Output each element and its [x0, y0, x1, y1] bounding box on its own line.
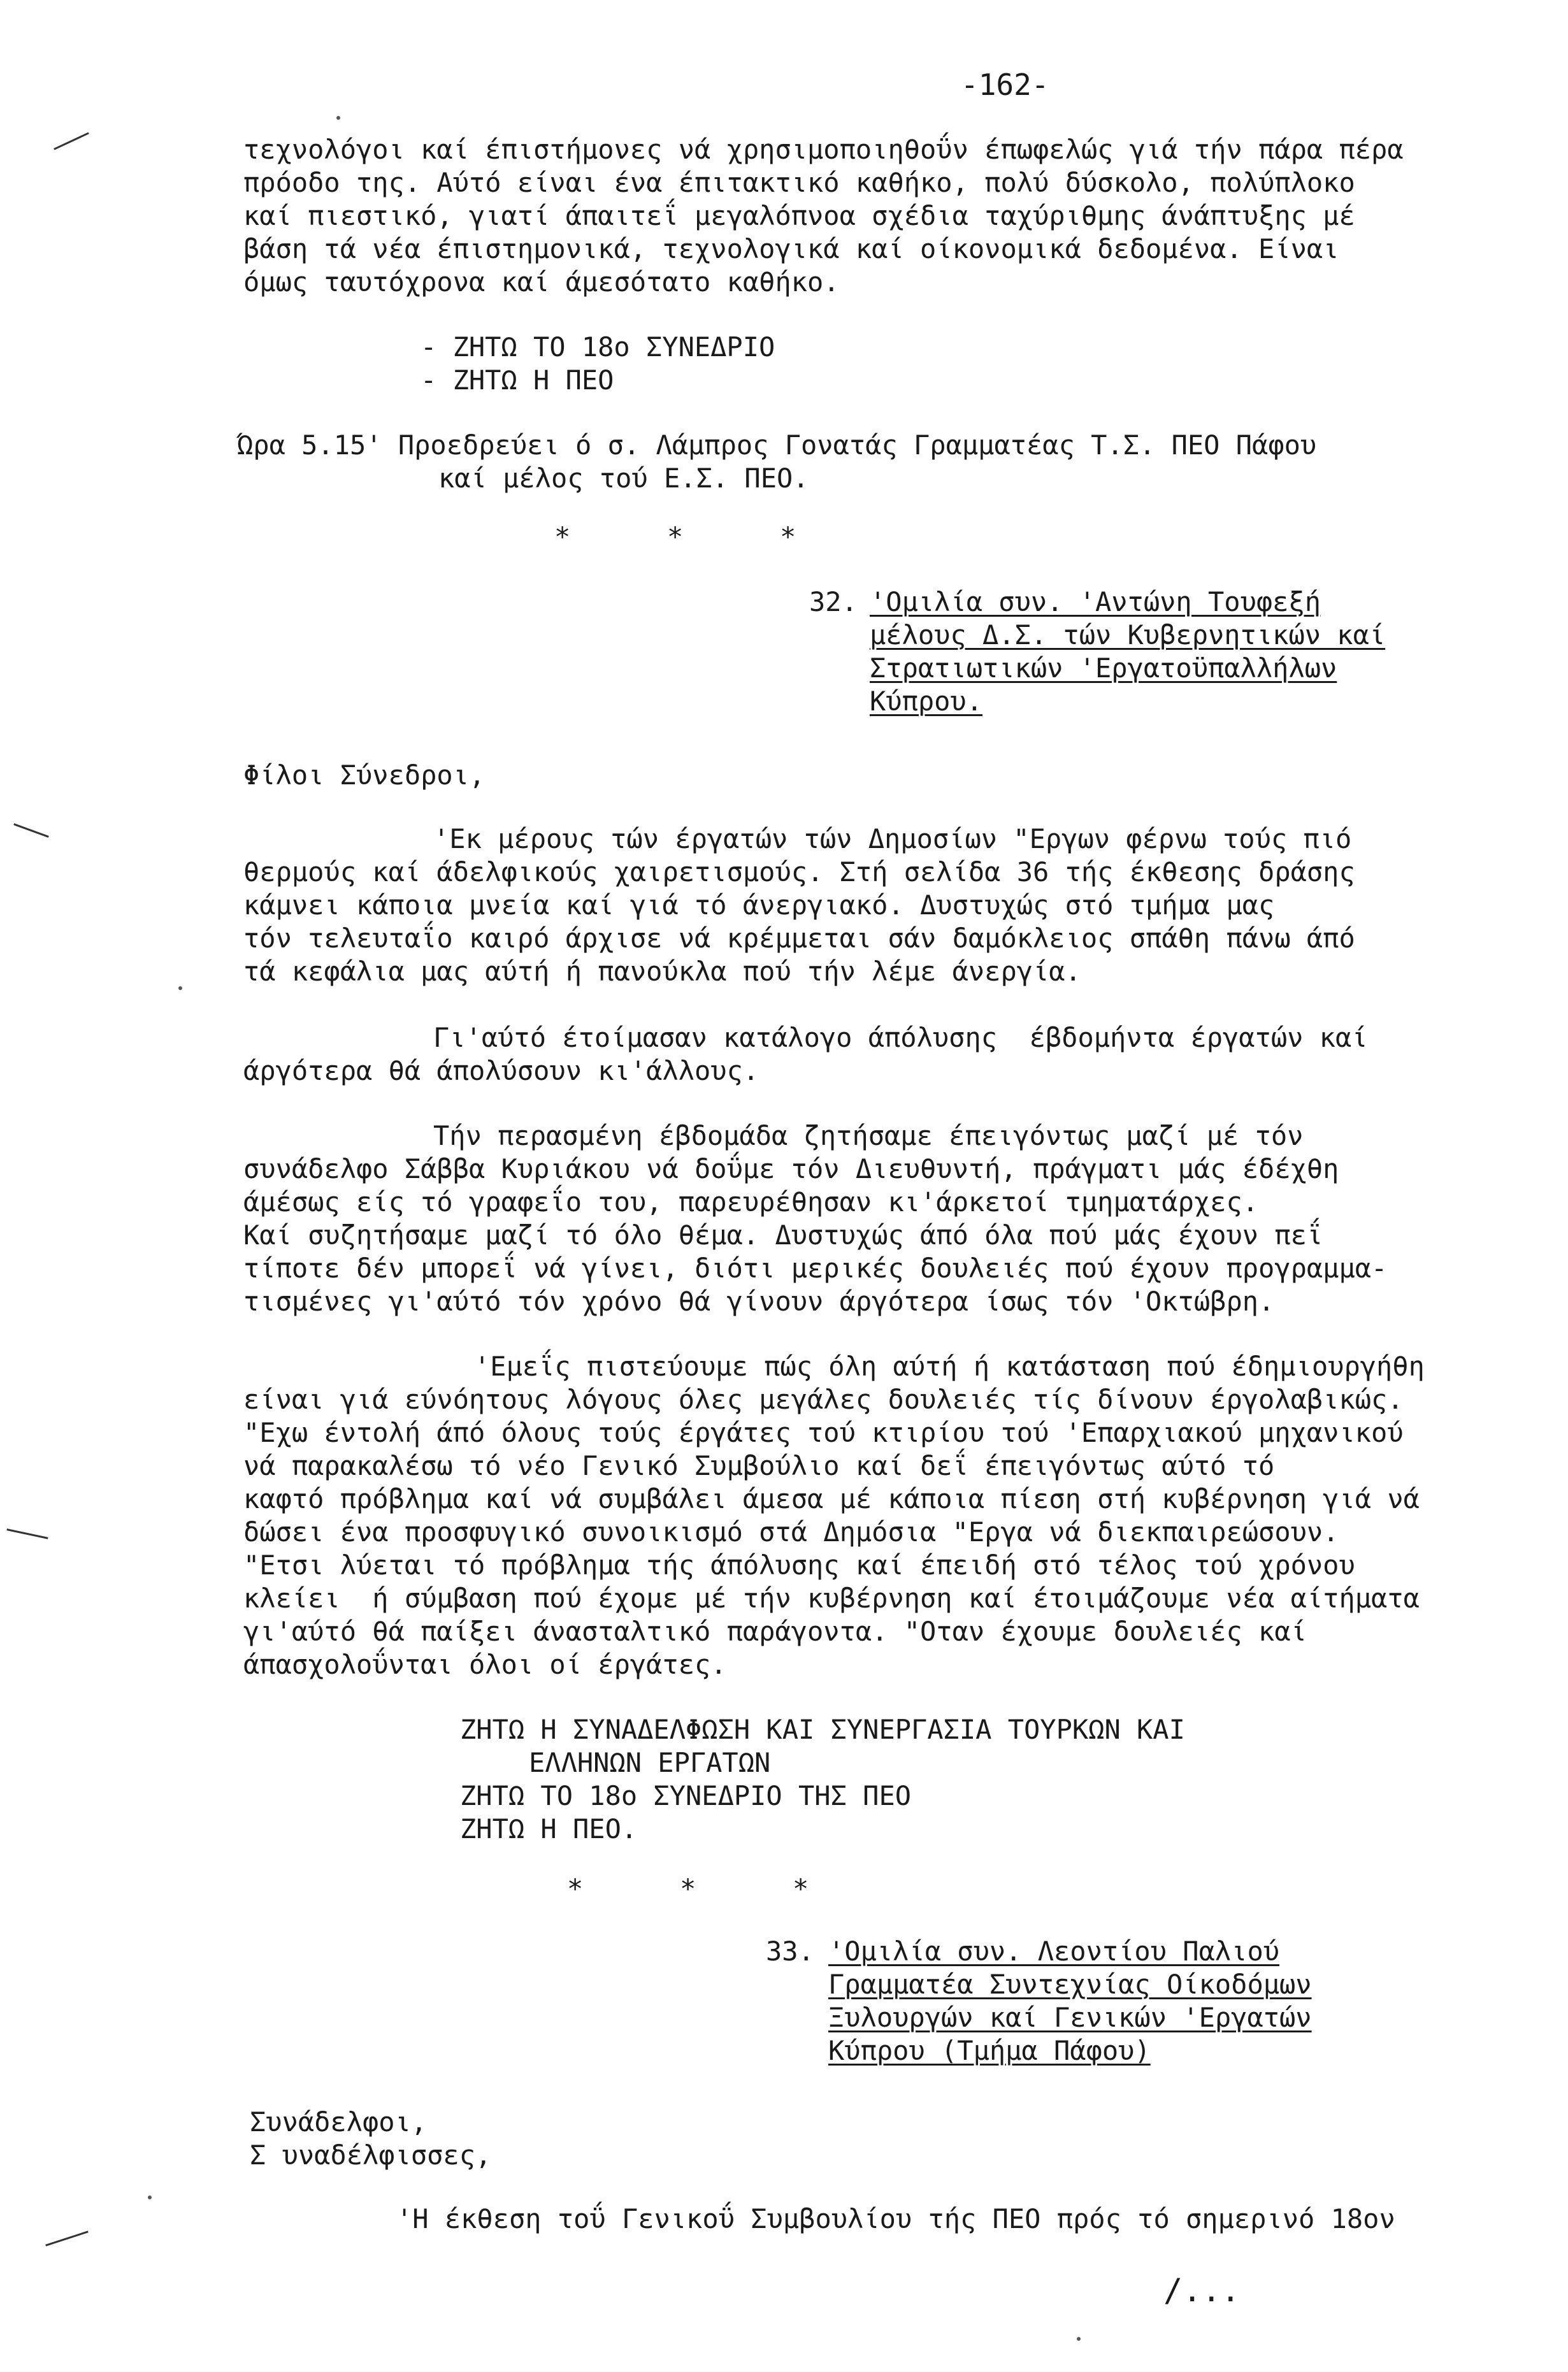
- intro-line: πρόοδο της. Αύτό είναι ένα έπιτακτικό καθήκο, πολύ δύσκολο, πολύπλοκο: [243, 167, 1355, 198]
- speech-title-line: μέλους Δ.Σ. τών Κυβερνητικών καί: [870, 619, 1386, 651]
- chair-note-line: Ώρα 5.15' Προεδρεύει ό σ. Λάμπρος Γονατάς Γραμματέας Τ.Σ. ΠΕΟ Πάφου: [237, 429, 1317, 461]
- page-number: -162-: [961, 68, 1049, 102]
- body-line: τόν τελευταΐο καιρό άρχισε νά κρέμμεται σάν δαμόκλειος σπάθη πάνω άπό: [243, 923, 1355, 954]
- scan-mark: [13, 823, 49, 838]
- speech-title-line: Ξυλουργών καί Γενικών 'Εργατών: [828, 2002, 1312, 2033]
- body-line: Τήν περασμένη έβδομάδα ζητήσαμε έπειγόντως μαζί μέ τόν: [433, 1120, 1304, 1151]
- slogan-line: ΖΗΤΩ Η ΣΥΝΑΔΕΛΦΩΣΗ ΚΑΙ ΣΥΝΕΡΓΑΣΙΑ ΤΟΥΡΚΩΝ ΚΑΙ: [460, 1714, 1185, 1745]
- body-line: άμέσως είς τό γραφεΐο του, παρευρέθησαν κι'άρκετοί τμηματάρχες.: [243, 1186, 1259, 1218]
- speech-title-line: 'Ομιλία συν. 'Αντώνη Τουφεξή: [870, 586, 1321, 617]
- speech-number: 32.: [809, 586, 858, 617]
- body-line: τίποτε δέν μπορεΐ νά γίνει, διότι μερικές δουλειές πού έχουν προγραμμα-: [243, 1253, 1388, 1284]
- body-line: "Ετσι λύεται τό πρόβλημα τής άπόλυσης καί έπειδή στό τέλος τού χρόνου: [243, 1549, 1355, 1581]
- speech-title-line: Γραμματέα Συντεχνίας Οίκοδόμων: [828, 1969, 1312, 2000]
- body-line: "Εχω έντολή άπό όλους τούς έργάτες τού κτιρίου τού 'Επαρχιακού μηχανικού: [243, 1417, 1404, 1448]
- slogan-line: ΕΛΛΗΝΩΝ ΕΡΓΑΤΩΝ: [529, 1747, 771, 1778]
- section-separator: * * *: [567, 1873, 809, 1904]
- body-line: άργότερα θά άπολύσουν κι'άλλους.: [243, 1055, 759, 1086]
- body-line: τισμένες γι'αύτό τόν χρόνο θά γίνουν άργότερα ίσως τόν 'Οκτώβρη.: [243, 1286, 1275, 1317]
- speech-title-line: 'Ομιλία συν. Λεοντίου Παλιού: [828, 1936, 1280, 1967]
- speech-title-line: Κύπρου.: [870, 686, 983, 717]
- scan-speck: [1077, 2337, 1081, 2341]
- scan-speck: [148, 2196, 152, 2199]
- body-line: άπασχολοΰνται όλοι οί έργάτες.: [243, 1649, 727, 1680]
- body-line: κλείει ή σύμβαση πού έχομε μέ τήν κυβέρνηση καί έτοιμάζουμε νέα αίτήματα: [243, 1583, 1420, 1614]
- scan-speck: [178, 986, 182, 990]
- body-line: γι'αύτό θά παίξει άνασταλτικό παράγοντα. "Οταν έχουμε δουλειές καί: [243, 1616, 1307, 1647]
- slogan-line: - ΖΗΤΩ Η ΠΕΟ: [421, 364, 614, 396]
- body-line: συνάδελφο Σάββα Κυριάκου νά δοΰμε τόν Διευθυντή, πράγματι μάς έδέχθη: [243, 1153, 1339, 1184]
- body-line: Γι'αύτό έτοίμασαν κατάλογο άπόλυσης έβδομήντα έργατών καί: [433, 1022, 1368, 1053]
- continuation-mark: /...: [1163, 2272, 1241, 2309]
- intro-line: βάση τά νέα έπιστημονικά, τεχνολογικά καί οίκονομικά δεδομένα. Είναι: [243, 233, 1339, 264]
- body-line: 'Εκ μέρους τών έργατών τών Δημοσίων "Εργων φέρνω τούς πιό: [433, 823, 1352, 854]
- speech-number: 33.: [766, 1936, 814, 1967]
- body-line: 'Η έκθεση τοΰ Γενικοΰ Συμβουλίου τής ΠΕΟ πρός τό σημερινό 18ον: [396, 2203, 1395, 2234]
- body-line: δώσει ένα προσφυγικό συνοικισμό στά Δημόσια "Εργα νά διεκπαιρεώσουν.: [243, 1516, 1339, 1548]
- body-line: είναι γιά εύνόητους λόγους όλες μεγάλες δουλειές τίς δίνουν έργολαβικώς.: [243, 1384, 1404, 1415]
- body-line: Καί συζητήσαμε μαζί τό όλο θέμα. Δυστυχώς άπό όλα πού μάς έχουν πεΐ: [243, 1219, 1323, 1251]
- body-line: τά κεφάλια μας αύτή ή πανούκλα πού τήν λέμε άνεργία.: [243, 956, 1081, 987]
- slogan-line: - ΖΗΤΩ ΤΟ 18ο ΣΥΝΕΔΡΙΟ: [421, 331, 775, 363]
- body-line: 'Εμεΐς πιστεύουμε πώς όλη αύτή ή κατάσταση πού έδημιουργήθη: [474, 1351, 1425, 1382]
- body-line: θερμούς καί άδελφικούς χαιρετισμούς. Στή σελίδα 36 τής έκθεσης δράσης: [243, 856, 1355, 888]
- section-separator: * * *: [554, 521, 796, 552]
- intro-line: τεχνολόγοι καί έπιστήμονες νά χρησιμοποιηθοΰν έπωφελώς γιά τήν πάρα πέρα: [243, 134, 1404, 165]
- salutation: Συνάδελφοι,: [250, 2106, 428, 2138]
- chair-note-line: καί μέλος τού Ε.Σ. ΠΕΟ.: [438, 463, 809, 494]
- salutation: Φίλοι Σύνεδροι,: [243, 759, 486, 791]
- scan-mark: [45, 2231, 89, 2246]
- slogan-line: ΖΗΤΩ ΤΟ 18ο ΣΥΝΕΔΡΙΟ ΤΗΣ ΠΕΟ: [460, 1780, 912, 1811]
- speech-title-line: Κύπρου (Τμήμα Πάφου): [828, 2035, 1151, 2066]
- scan-mark: [54, 132, 89, 150]
- body-line: νά παρακαλέσω τό νέο Γενικό Συμβούλιο καί δεΐ έπειγόντως αύτό τό: [243, 1450, 1275, 1481]
- salutation: Σ υναδέλφισσες,: [250, 2139, 492, 2171]
- body-line: καφτό πρόβλημα καί νά συμβάλει άμεσα μέ κάποια πίεση στή κυβέρνηση γιά νά: [243, 1483, 1420, 1514]
- scan-speck: [336, 116, 340, 120]
- speech-title-line: Στρατιωτικών 'Εργατοϋπαλλήλων: [870, 652, 1337, 684]
- slogan-line: ΖΗΤΩ Η ΠΕΟ.: [460, 1813, 638, 1844]
- body-line: κάμνει κάποια μνεία καί γιά τό άνεργιακό. Δυστυχώς στό τμήμα μας: [243, 889, 1275, 921]
- intro-line: καί πιεστικό, γιατί άπαιτεΐ μεγαλόπνοα σχέδια ταχύριθμης άνάπτυξης μέ: [243, 200, 1355, 231]
- intro-line: όμως ταυτόχρονα καί άμεσότατο καθήκο.: [243, 266, 840, 298]
- scan-mark: [6, 1528, 48, 1539]
